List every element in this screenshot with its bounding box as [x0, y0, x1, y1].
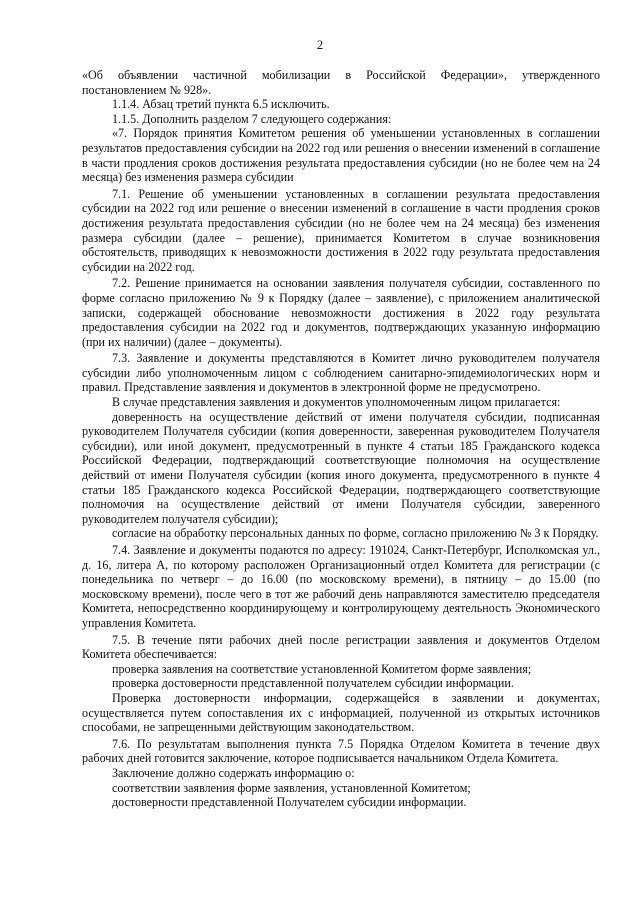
paragraph-continuation: «Об объявлении частичной мобилизации в Российской Федерации», утвержденного постановлением № 928». — [82, 68, 600, 97]
paragraph-7-4: 7.4. Заявление и документы подаются по адресу: 191024, Санкт-Петербург, Исполкомская ул., д. 16, литера А, по которому расположен Организационный отдел Комитета для регистрации (с понедельника по четверг – до 16.00 (по московскому времени), в пятницу – до 15.00 (по московскому времени), после чего в тот же рабочий день направляются заместителю председателя Комитета, непосредственно координирующему и контролирующему деятельность Экономического управления Комитета. — [82, 543, 600, 630]
paragraph-7-6: 7.6. По результатам выполнения пункта 7.5 Порядка Отделом Комитета в течение двух рабочих дней готовится заключение, которое подписывается начальником Отдела Комитета. — [82, 736, 600, 766]
list-item-info-reliability: достоверности представленной Получателем субсидии информации. — [112, 795, 467, 810]
paragraph-1-1-4: 1.1.4. Абзац третий пункта 6.5 исключить. — [112, 97, 330, 112]
document-body — [82, 68, 600, 810]
paragraph-7-2: 7.2. Решение принимается на основании заявления получателя субсидии, составленного по форме согласно приложению № 9 к Порядку (далее – заявление), с приложением аналитической записки, содержащей обоснование невозможности достижения в 2022 году результата предоставления субсидии на 2022 год и документов, подтверждающих указанную информацию (при их наличии) (далее – документы). — [82, 276, 600, 349]
page-number: 2 — [316, 38, 324, 52]
list-item-form-check: проверка заявления на соответствие установленной Комитетом форме заявления; — [112, 661, 532, 676]
list-item-form-compliance: соответствии заявления форме заявления, установленной Комитетом; — [112, 780, 471, 795]
paragraph-verification-method: Проверка достоверности информации, содержащейся в заявлении и документах, осуществляется путем сопоставления их с информацией, полученной из открытых источников способами, не запрещенными действующим законодательством. — [82, 690, 600, 735]
paragraph-authorized-person: В случае представления заявления и документов уполномоченным лицом прилагается: — [112, 395, 561, 410]
paragraph-1-1-5: 1.1.5. Дополнить разделом 7 следующего содержания: — [112, 111, 392, 126]
section-7-heading: «7. Порядок принятия Комитетом решения об уменьшении установленных в соглашении результатов предоставления субсидии на 2022 год или решения о внесении изменений в соглашение в части продления сроков достижения результата предоставления субсидии (но не более чем на 24 месяца) без изменения размера субсидии — [82, 126, 600, 185]
paragraph-7-3: 7.3. Заявление и документы представляются в Комитет лично руководителем получателя субсидии либо уполномоченным лицом с соблюдением санитарно-эпидемиологических норм и правил. Представление заявления и документов в электронной форме не предусмотрено. — [82, 351, 600, 395]
list-item-reliability-check: проверка достоверности представленной получателем субсидии информации. — [112, 676, 514, 691]
paragraph-7-5: 7.5. В течение пяти рабочих дней после регистрации заявления и документов Отделом Комитета обеспечивается: — [82, 632, 600, 662]
list-item-personal-data-consent: согласие на обработку персональных данных по форме, согласно приложению № 3 к Порядку. — [112, 526, 599, 541]
paragraph-conclusion-contents: Заключение должно содержать информацию о: — [112, 765, 355, 780]
list-item-power-of-attorney: доверенность на осуществление действий от имени получателя субсидии, подписанная руководителем Получателя субсидии (копия доверенности, заверенная руководителем Получателя субсидии), или иной документ, предусмотренный в пункте 4 статьи 185 Гражданского кодекса Российской Федерации, подтверждающий соответствующие полномочия на осуществление действий от имени Получателя субсидии (копия иного документа, предусмотренного в пункте 4 статьи 185 Гражданского кодекса Российской Федерации, подтверждающего соответствующие полномочия на осуществление действий от имени Получателя субсидии, заверенного руководителем получателя субсидии); — [82, 409, 600, 526]
paragraph-7-1: 7.1. Решение об уменьшении установленных в соглашении результата предоставления субсидии на 2022 год или решение о внесении изменений в соглашение в части продления сроков достижения результата предоставления субсидии (но не более чем на 24 месяца) без изменения размера субсидии (далее – решение), принимается Комитетом в случае возникновения обстоятельств, приводящих к невозможности достижения в 2022 году результата предоставления субсидии на 2022 год. — [82, 186, 600, 274]
